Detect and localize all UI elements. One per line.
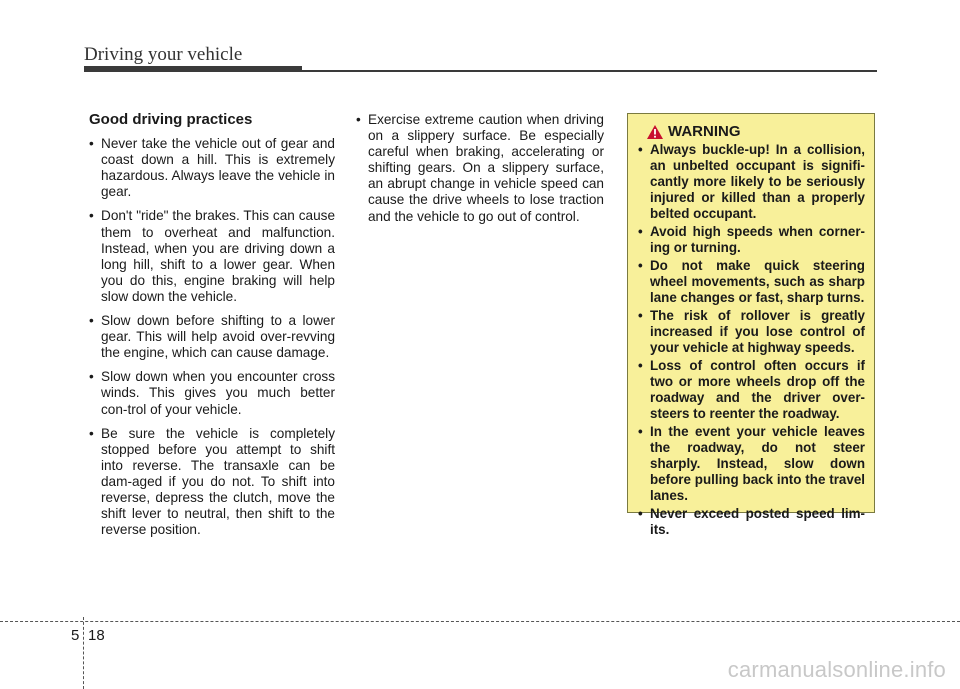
- page-header-title: Driving your vehicle: [84, 44, 243, 65]
- driving-practices-list: [89, 136, 335, 538]
- warning-header: [638, 124, 865, 140]
- footer-divider-vertical: [83, 617, 84, 689]
- list-item: • Always buckle-up! In a collision, an unbelted occupant is signifi-cantly more likely to be seriously injured or killed than a properly belted occupant.: [638, 142, 865, 222]
- list-item: • Never take the vehicle out of gear and coast down a hill. This is extremely hazardous. Always leave the vehicle in gear.: [89, 136, 335, 200]
- page-number: 18: [88, 627, 105, 644]
- list-item: • Never exceed posted speed lim-its.: [638, 506, 865, 538]
- list-item: • In the event your vehicle leaves the roadway, do not steer sharply. Instead, slow down before pulling back into the travel lanes.: [638, 424, 865, 504]
- list-item: • Exercise extreme caution when driving on a slippery surface. Be especially careful when braking, accelerating or shifting gears. On a slippery surface, an abrupt change in vehicle speed can cause the drive wheels to lose traction and the vehicle to go out of control.: [356, 112, 604, 225]
- list-item: • Loss of control often occurs if two or more wheels drop off the roadway and the driver over-steers to reenter the roadway.: [638, 358, 865, 422]
- list-item: • Slow down when you encounter cross winds. This gives you much better con-trol of your vehicle.: [89, 369, 335, 417]
- header-rule-thick: [84, 66, 302, 72]
- watermark: carmanualsonline.info: [727, 657, 946, 682]
- footer-divider-horizontal: [0, 621, 960, 622]
- warning-title: WARNING: [668, 123, 741, 140]
- list-item: • Slow down before shifting to a lower gear. This will help avoid over-revving the engine, which can cause damage.: [89, 313, 335, 361]
- slippery-surface-list: [356, 112, 604, 225]
- middle-column: [356, 112, 604, 233]
- warning-box: [627, 113, 875, 537]
- list-item: • Don't "ride" the brakes. This can cause them to overheat and malfunction. Instead, when you are driving down a long hill, shift to a lower gear. When you do this, engine braking will help slow down the vehicle.: [89, 208, 335, 305]
- list-item: • Be sure the vehicle is completely stopped before you attempt to shift into reverse. The transaxle can be dam-aged if you do not. To shift into reverse, depress the clutch, move the shift lever to neutral, then shift to the reverse position.: [89, 426, 335, 539]
- chapter-number: 5: [71, 627, 80, 644]
- left-column: [89, 112, 335, 546]
- warning-triangle-icon: [646, 124, 664, 140]
- list-item: • Avoid high speeds when corner-ing or turning.: [638, 224, 865, 256]
- section-heading: Good driving practices: [89, 111, 253, 128]
- list-item: • Do not make quick steering wheel movements, such as sharp lane changes or fast, sharp turns.: [638, 258, 865, 306]
- list-item: • The risk of rollover is greatly increased if you lose control of your vehicle at highway speeds.: [638, 308, 865, 356]
- header-rule-thin: [302, 70, 877, 72]
- warning-list: [638, 142, 865, 538]
